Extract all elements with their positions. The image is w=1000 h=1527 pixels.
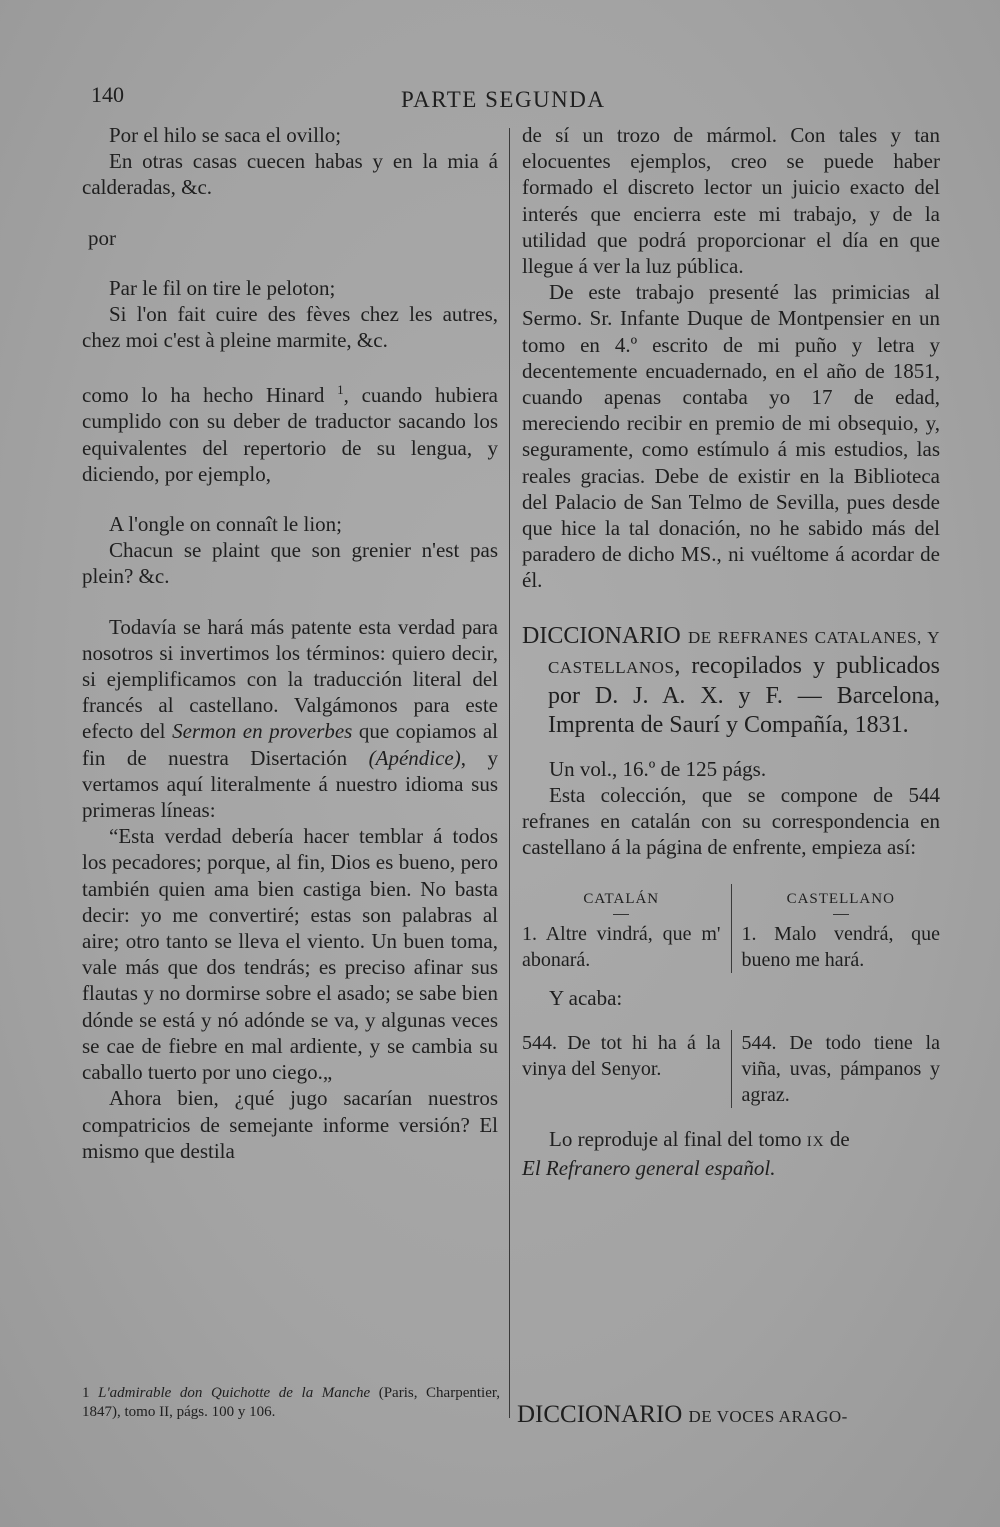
connector-line: Y acaba: — [549, 986, 623, 1011]
proverb-table-last — [522, 1030, 940, 1108]
paragraph: De este trabajo presenté las primicias al Sermo. Sr. Infante Duque de Montpensier en un tomo en 4.º escrito de mi puño y letra y decentemente encuadernado, en el año de 1851, cuando apenas contaba yo 17 de edad, mereciendo recibir en premio de mi obsequio, y, seguramente, como estímulo á mis estudios, las reales gracias. Debe de existir en la Biblioteca del Palacio de San Telmo de Sevilla, pues desde que hice la tal donación, no he sabido más del paradero de dicho MS., ni vuéltome á acordar de él. — [522, 280, 940, 593]
verse-line: Chacun se plaint que son grenier n'est pas plein? &c. — [82, 538, 498, 589]
running-title: PARTE SEGUNDA — [401, 87, 606, 112]
footnote: 1 L'admirable don Quichotte de la Manche (Paris, Charpentier, 1847), tomo II, págs. 100 y 106. — [82, 1385, 501, 1420]
paragraph: Ahora bien, ¿qué jugo sacarían nuestros compatricios de semejante informe versión? El mismo que destila — [82, 1086, 498, 1163]
proverb-table-first — [522, 884, 940, 973]
proverb-catalan: 1. Altre vindrá, que m' abonará. — [522, 923, 721, 972]
connector-word: por — [88, 225, 116, 250]
paragraph: como lo ha hecho Hinard $^1$, cuando hubiera cumplido con su deber de traductor sacando los equivalentes del repertorio de su lengua, y diciendo, por ejemplo, — [82, 382, 498, 486]
column-heading-catalan: CATALÁN — [583, 891, 660, 908]
italic-ref: (Apéndice) — [368, 745, 461, 770]
verse-line: A l'ongle on connaît le lion; — [109, 512, 342, 537]
page-number: 140 — [91, 82, 124, 107]
italic-title: Sermon en proverbes — [172, 719, 353, 744]
bibliography-entry: DICCIONARIO DE REFRANES CATALANES, Y CASTELLANOS, recopilados y publicados por D. J. A. X. y F. — Barcelona, Imprenta de Saurí y Compañía, 1831. — [522, 622, 940, 738]
paragraph: Todavía se hará más patente esta verdad para nosotros si invertimos los términos: quiero decir, si ejemplificamos con la traducción literal del francés al castellano. Valgámonos para este efecto del Sermon en proverbes que copiamos al fin de nuestra Disertación (Apéndice), y vertamos aquí literalmente á nuestro idioma sus primeras líneas: — [82, 614, 499, 823]
column-rule — [509, 128, 510, 1418]
right-column — [522, 122, 940, 1181]
proverb-castellano: 544. De todo tiene la viña, uvas, pámpanos y agraz. — [741, 1031, 940, 1106]
proverb-castellano: 1. Malo vendrá, que bueno me hará. — [741, 923, 940, 972]
volume-info: Un vol., 16.º de 125 págs. — [549, 756, 767, 781]
verse-line: Par le fil on tire le peloton; — [109, 275, 336, 300]
running-header — [0, 82, 1000, 116]
footnote-marker: 1 — [337, 382, 344, 398]
next-entry-heading: DICCIONARIO DE VOCES ARAGO- — [517, 1401, 848, 1428]
column-heading-castellano: CASTELLANO — [786, 891, 895, 908]
paragraph: Lo reproduje al final del tomo IX de El Refranero general español. — [522, 1126, 850, 1180]
paragraph: de sí un trozo de mármol. Con tales y tan elocuentes ejemplos, creo se puede haber formado el discreto lector un juicio exacto del interés que encierra este mi trabajo, y de la utilidad que podrá proporcionar el día en que llegue á ver la luz pública. — [522, 123, 940, 279]
proverb-catalan: 544. De tot hi ha á la vinya del Senyor. — [522, 1030, 732, 1108]
verse-line: En otras casas cuecen habas y en la mia á calderadas, &c. — [82, 149, 498, 200]
left-column — [82, 122, 498, 1164]
quotation: “Esta verdad debería hacer temblar á todos los pecadores; porque, al fin, Dios es bueno, pero también quien ama bien castiga bien. No basta decir: yo me convertiré; estas son palabras al aire; otro tanto se lleva el viento. Un buen toma, vale más que dos tendrás; es preciso afinar sus flautas y no dormirse sobre el asado; se sabe bien dónde se está y nó adónde se va, y algunas veces se cae de fiebre en mal ardiente, y se cambia su caballo tuerto por uno ciego.„ — [82, 824, 498, 1085]
verse-line: Por el hilo se saca el ovillo; — [109, 123, 342, 147]
paragraph: Esta colección, que se compone de 544 refranes en catalán con su correspondencia en castellano á la página de enfrente, empieza así: — [522, 782, 940, 860]
verse-line: Si l'on fait cuire des fèves chez les autres, chez moi c'est à pleine marmite, &c. — [82, 301, 498, 353]
